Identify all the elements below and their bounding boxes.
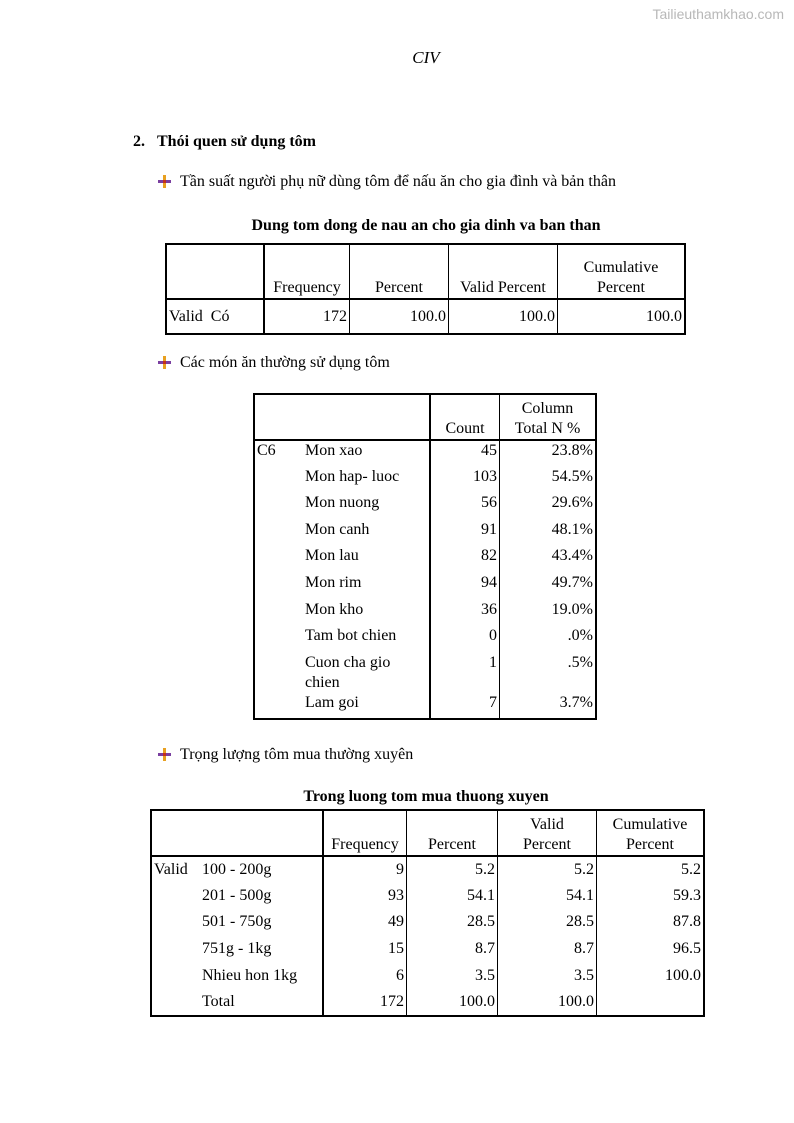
header-percent: Percent: [375, 279, 423, 296]
section-heading: [133, 133, 316, 151]
cell-column-pct: .0%: [500, 626, 597, 653]
row-group: [254, 693, 303, 720]
header-percent: Percent: [428, 836, 476, 853]
row-label: [303, 493, 430, 520]
row-group: [151, 962, 200, 989]
row-label: Total: [202, 992, 235, 1010]
header-cumulative: Cumulative: [612, 816, 688, 833]
table-dishes: [253, 393, 597, 720]
row-label: [303, 520, 430, 547]
table-row: [254, 440, 596, 467]
table-row: [151, 936, 704, 963]
row-label: 201 - 500g: [202, 886, 272, 904]
cell-count: 94: [430, 573, 500, 600]
cell-valid-percent: 54.1: [498, 883, 597, 910]
cell-column-pct: 23.8%: [500, 440, 597, 467]
row-group: [254, 573, 303, 600]
row-group: Valid: [169, 307, 203, 325]
table-row: [254, 520, 596, 547]
cell-cumulative: 100.0: [558, 299, 686, 334]
cell-column-pct: 3.7%: [500, 693, 597, 720]
cell-count: 7: [430, 693, 500, 720]
cell-percent: 100.0: [350, 299, 449, 334]
row-group: [151, 989, 200, 1016]
bullet-icon: [158, 356, 171, 369]
cell-count: 82: [430, 546, 500, 573]
table-row: [254, 493, 596, 520]
table-weight: [150, 809, 705, 1017]
table-row: [151, 989, 704, 1016]
row-label-text: Mon lau: [305, 547, 359, 565]
cell-count: 1: [430, 653, 500, 693]
row-label-text-2: chien: [305, 673, 340, 691]
cell-count: 45: [430, 440, 500, 467]
row-label: [303, 600, 430, 627]
table-row: [254, 626, 596, 653]
row-label-text: Mon xao: [305, 442, 363, 459]
row-group: [254, 546, 303, 573]
cell-column-pct: 54.5%: [500, 467, 597, 494]
row-group: [151, 909, 200, 936]
row-label-text: Lam goi: [305, 693, 359, 711]
cell-valid-percent: 28.5: [498, 909, 597, 936]
cell-cumulative: [597, 989, 705, 1016]
cell-valid-percent: 5.2: [498, 856, 597, 883]
row-label: 100 - 200g: [202, 860, 272, 878]
table-row: [151, 909, 704, 936]
row-label: 751g - 1kg: [202, 940, 272, 958]
bullet-icon: [158, 748, 171, 761]
section-title: Thói quen sử dụng tôm: [157, 133, 316, 150]
row-group: [254, 600, 303, 627]
cell-column-pct: 43.4%: [500, 546, 597, 573]
row-label-text: Mon canh: [305, 520, 370, 538]
row-label: [303, 573, 430, 600]
row-label: [303, 626, 430, 653]
row-group: [254, 626, 303, 653]
bullet-text: Tần suất người phụ nữ dùng tôm để nấu ăn cho gia đình và bản thân: [180, 173, 616, 190]
cell-percent: 28.5: [407, 909, 498, 936]
cell-column-pct: 29.6%: [500, 493, 597, 520]
cell-cumulative: 87.8: [597, 909, 705, 936]
table-row: [166, 299, 685, 334]
cell-count: 0: [430, 626, 500, 653]
cell-cumulative: 96.5: [597, 936, 705, 963]
row-label-text: Mon nuong: [305, 494, 380, 512]
table-row: [254, 467, 596, 494]
cell-column-pct: 48.1%: [500, 520, 597, 547]
cell-column-pct: 19.0%: [500, 600, 597, 627]
bullet-dishes: [158, 354, 390, 372]
cell-frequency: 93: [323, 883, 407, 910]
row-label: [303, 546, 430, 573]
header-total-n: Total N %: [514, 420, 581, 437]
row-group: [254, 520, 303, 547]
header-cumulative-percent: Percent: [597, 279, 645, 296]
header-valid-percent: Valid Percent: [460, 279, 546, 296]
row-label-text: Mon kho: [305, 600, 364, 618]
bullet-weight: [158, 746, 413, 764]
table-row: [151, 856, 704, 883]
header-cumulative-percent: Percent: [626, 836, 674, 853]
watermark: Tailieuthamkhao.com: [652, 6, 784, 22]
header-frequency: Frequency: [273, 279, 341, 296]
bullet-text: Các món ăn thường sử dụng tôm: [180, 354, 390, 371]
section-number: 2.: [133, 133, 145, 150]
cell-valid-percent: 100.0: [498, 989, 597, 1016]
row-label: [303, 467, 430, 494]
row-label-text: Mon hap- luoc: [305, 467, 400, 485]
row-group: [151, 936, 200, 963]
row-label: [303, 440, 430, 467]
header-count: Count: [445, 420, 485, 437]
cell-cumulative: 59.3: [597, 883, 705, 910]
cell-cumulative: 5.2: [597, 856, 705, 883]
header-frequency: Frequency: [331, 836, 399, 853]
header-cumulative: Cumulative: [583, 259, 659, 276]
cell-cumulative: 100.0: [597, 962, 705, 989]
table-row: [151, 962, 704, 989]
row-group: [254, 493, 303, 520]
table1-title: Dung tom dong de nau an cho gia dinh va ban than: [251, 217, 601, 234]
table-row: [151, 883, 704, 910]
cell-percent: 5.2: [407, 856, 498, 883]
cell-count: 36: [430, 600, 500, 627]
cell-column-pct: .5%: [500, 653, 597, 693]
cell-frequency: 15: [323, 936, 407, 963]
table-row: [254, 573, 596, 600]
row-group: [151, 883, 200, 910]
cell-frequency: 172: [264, 299, 350, 334]
cell-valid-percent: 100.0: [449, 299, 558, 334]
cell-valid-percent: 3.5: [498, 962, 597, 989]
row-label: Nhieu hon 1kg: [202, 966, 298, 984]
cell-percent: 54.1: [407, 883, 498, 910]
table-frequency: [165, 243, 686, 335]
cell-count: 91: [430, 520, 500, 547]
row-label: 501 - 750g: [202, 913, 272, 931]
row-group: [254, 653, 303, 693]
row-label: Có: [210, 307, 230, 325]
row-label-text: Mon rim: [305, 573, 362, 591]
header-valid-percent: Percent: [523, 836, 571, 853]
table-row: [254, 693, 596, 720]
cell-frequency: 6: [323, 962, 407, 989]
cell-frequency: 172: [323, 989, 407, 1016]
row-label-text: Tam bot chien: [305, 627, 397, 645]
page-label: CIV: [412, 48, 440, 67]
bullet-icon: [158, 175, 171, 188]
row-group: Valid: [154, 860, 188, 878]
row-group: C6: [257, 442, 276, 459]
cell-column-pct: 49.7%: [500, 573, 597, 600]
cell-count: 103: [430, 467, 500, 494]
cell-percent: 100.0: [407, 989, 498, 1016]
cell-percent: 8.7: [407, 936, 498, 963]
row-label: [303, 693, 430, 720]
table-row: [254, 600, 596, 627]
cell-frequency: 9: [323, 856, 407, 883]
cell-valid-percent: 8.7: [498, 936, 597, 963]
cell-frequency: 49: [323, 909, 407, 936]
cell-percent: 3.5: [407, 962, 498, 989]
header-valid: Valid: [530, 816, 564, 833]
bullet-frequency: [158, 173, 616, 191]
cell-count: 56: [430, 493, 500, 520]
table3-title: Trong luong tom mua thuong xuyen: [303, 788, 549, 805]
row-label: [303, 653, 430, 693]
table-row: [254, 546, 596, 573]
row-group: [254, 467, 303, 494]
row-label-text: Cuon cha gio: [305, 653, 391, 671]
table-row: [254, 653, 596, 693]
header-column: Column: [521, 400, 574, 417]
bullet-text: Trọng lượng tôm mua thường xuyên: [180, 746, 414, 763]
